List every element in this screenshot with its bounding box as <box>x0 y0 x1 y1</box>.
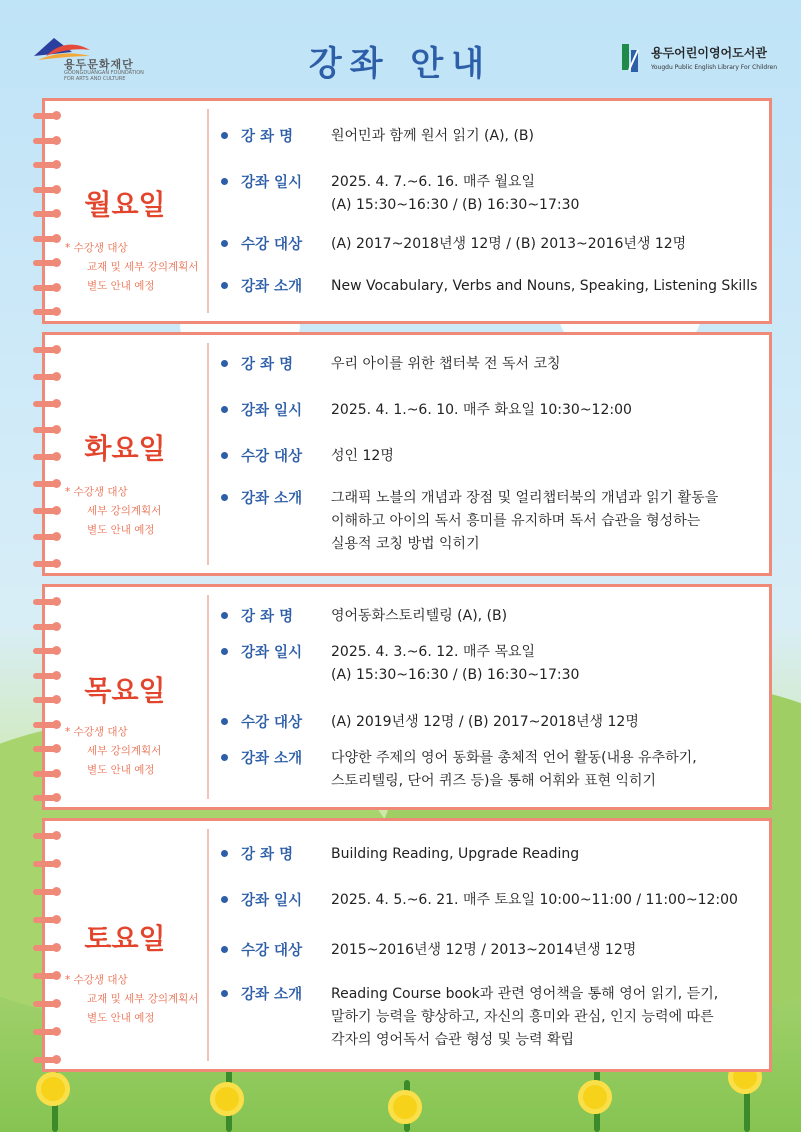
ring-icon <box>33 236 59 242</box>
ring-icon <box>33 889 59 895</box>
info-label: 수강 대상 <box>241 943 303 959</box>
day-label: 토요일 <box>84 922 166 955</box>
note-line: 별도 안내 예정 <box>87 524 155 536</box>
notebook-rings <box>33 101 63 321</box>
ring-icon <box>33 561 59 567</box>
info-value-line: New Vocabulary, Verbs and Nouns, Speaking, Listening Skills <box>331 278 758 294</box>
enrollment-note <box>65 483 215 540</box>
info-label: 강좌 일시 <box>241 893 303 909</box>
info-value-line: Building Reading, Upgrade Reading <box>331 846 580 862</box>
ring-icon <box>33 861 59 867</box>
note-line: 교재 및 세부 강의계획서 <box>87 993 199 1005</box>
info-value <box>331 939 751 962</box>
info-value-line: 2025. 4. 3.~6. 12. 매주 목요일 <box>331 644 536 660</box>
schedule-card <box>42 98 772 324</box>
ring-icon <box>33 746 59 752</box>
library-logo <box>621 40 778 80</box>
info-label: 수강 대상 <box>241 237 303 253</box>
flower-icon <box>388 1090 422 1124</box>
note-line: 교재 및 세부 강의계획서 <box>87 261 199 273</box>
bullet-icon <box>221 360 228 367</box>
info-label: 강 좌 명 <box>241 609 294 625</box>
ring-icon <box>33 1001 59 1007</box>
schedule-card <box>42 332 772 576</box>
info-value <box>331 233 751 256</box>
info-value-line: (A) 15:30~16:30 / (B) 16:30~17:30 <box>331 667 580 683</box>
note-line: 별도 안내 예정 <box>87 280 155 292</box>
bullet-icon <box>221 990 228 997</box>
ring-icon <box>33 973 59 979</box>
foundation-sub: GOONGDUANGAN FOUNDATION FOR ARTS AND CULTURE <box>64 70 144 82</box>
info-label: 수강 대상 <box>241 449 303 465</box>
page-title: 강좌 안내 <box>308 44 493 84</box>
info-value-line: (A) 2017~2018년생 12명 / (B) 2013~2016년생 12명 <box>331 236 687 252</box>
ring-icon <box>33 534 59 540</box>
bullet-icon <box>221 850 228 857</box>
bullet-icon <box>221 648 228 655</box>
info-value <box>331 487 751 556</box>
ring-icon <box>33 285 59 291</box>
ring-icon <box>33 599 59 605</box>
info-value <box>331 125 751 148</box>
foundation-name: 용두문화재단 <box>64 58 134 71</box>
info-label: 강 좌 명 <box>241 357 294 373</box>
info-value-line: 2025. 4. 7.~6. 16. 매주 월요일 <box>331 174 536 190</box>
ring-icon <box>33 673 59 679</box>
notebook-rings <box>33 821 63 1069</box>
info-label: 강좌 일시 <box>241 403 303 419</box>
info-label: 수강 대상 <box>241 715 303 731</box>
ring-icon <box>33 187 59 193</box>
info-value-line: 그래픽 노블의 개념과 장점 및 얼리챕터북의 개념과 읽기 활동을 <box>331 490 719 506</box>
ring-icon <box>33 697 59 703</box>
ring-icon <box>33 401 59 407</box>
ring-icon <box>33 1057 59 1063</box>
ring-icon <box>33 508 59 514</box>
info-value-line: 이해하고 아이의 독서 흥미를 유지하며 독서 습관을 형성하는 <box>331 513 701 529</box>
ring-icon <box>33 113 59 119</box>
info-value <box>331 171 751 217</box>
bullet-icon <box>221 946 228 953</box>
info-value-line: Reading Course book과 관련 영어책을 통해 영어 읽기, 듣기, <box>331 986 719 1002</box>
info-label: 강좌 소개 <box>241 491 303 507</box>
info-value-line: 각자의 영어독서 습관 형성 및 능력 확립 <box>331 1032 575 1048</box>
bullet-icon <box>221 494 228 501</box>
note-line: * 수강생 대상 <box>65 486 128 498</box>
ring-icon <box>33 427 59 433</box>
ring-icon <box>33 260 59 266</box>
info-value-line: 실용적 코칭 방법 익히기 <box>331 536 480 552</box>
info-label: 강좌 소개 <box>241 987 303 1003</box>
schedule-card <box>42 584 772 810</box>
bullet-icon <box>221 132 228 139</box>
info-label: 강 좌 명 <box>241 129 294 145</box>
flower-icon <box>36 1072 70 1106</box>
day-label: 화요일 <box>84 432 166 465</box>
info-value-line: 다양한 주제의 영어 동화를 총체적 언어 활동(내용 유추하기, <box>331 750 697 766</box>
ring-icon <box>33 454 59 460</box>
ring-icon <box>33 648 59 654</box>
info-value-line: 2015~2016년생 12명 / 2013~2014년생 12명 <box>331 942 637 958</box>
info-value-line: 2025. 4. 5.~6. 21. 매주 토요일 10:00~11:00 / 11:00~12:00 <box>331 892 738 908</box>
info-value <box>331 353 751 376</box>
info-value-line: 원어민과 함께 원서 읽기 (A), (B) <box>331 128 534 144</box>
ring-icon <box>33 833 59 839</box>
info-value <box>331 605 751 628</box>
ring-icon <box>33 138 59 144</box>
info-value-line: (A) 15:30~16:30 / (B) 16:30~17:30 <box>331 197 580 213</box>
info-value-line: 우리 아이를 위한 챕터북 전 독서 코칭 <box>331 356 561 372</box>
info-value-line: 영어동화스토리텔링 (A), (B) <box>331 608 508 624</box>
library-sub: Yougdu Public English Library For Children <box>651 64 778 71</box>
ring-icon <box>33 722 59 728</box>
info-value <box>331 275 758 298</box>
ring-icon <box>33 481 59 487</box>
info-value <box>331 983 751 1052</box>
day-label: 월요일 <box>84 188 166 221</box>
enrollment-note <box>65 239 215 296</box>
ring-icon <box>33 211 59 217</box>
ring-icon <box>33 624 59 630</box>
enrollment-note <box>65 723 215 780</box>
ring-icon <box>33 945 59 951</box>
info-label: 강좌 소개 <box>241 751 303 767</box>
bullet-icon <box>221 178 228 185</box>
bullet-icon <box>221 754 228 761</box>
bullet-icon <box>221 240 228 247</box>
bullet-icon <box>221 406 228 413</box>
ring-icon <box>33 162 59 168</box>
info-value <box>331 445 751 468</box>
ring-icon <box>33 1029 59 1035</box>
notebook-rings <box>33 335 63 573</box>
info-value-line: (A) 2019년생 12명 / (B) 2017~2018년생 12명 <box>331 714 639 730</box>
note-line: 세부 강의계획서 <box>87 745 162 757</box>
info-value <box>331 641 751 687</box>
ring-icon <box>33 917 59 923</box>
info-value <box>331 711 751 734</box>
bullet-icon <box>221 452 228 459</box>
notebook-rings <box>33 587 63 807</box>
note-line: 세부 강의계획서 <box>87 505 162 517</box>
schedule-card <box>42 818 772 1072</box>
bullet-icon <box>221 612 228 619</box>
info-value-line: 스토리텔링, 단어 퀴즈 등)을 통해 어휘와 표현 익히기 <box>331 773 657 789</box>
ring-icon <box>33 771 59 777</box>
note-line: 별도 안내 예정 <box>87 764 155 776</box>
info-label: 강좌 일시 <box>241 175 303 191</box>
info-label: 강 좌 명 <box>241 847 294 863</box>
info-value-line: 2025. 4. 1.~6. 10. 매주 화요일 10:30~12:00 <box>331 402 632 418</box>
ring-icon <box>33 795 59 801</box>
ring-icon <box>33 309 59 315</box>
bullet-icon <box>221 282 228 289</box>
info-value-line: 성인 12명 <box>331 448 394 464</box>
note-line: * 수강생 대상 <box>65 726 128 738</box>
ring-icon <box>33 374 59 380</box>
note-line: 별도 안내 예정 <box>87 1012 155 1024</box>
bullet-icon <box>221 896 228 903</box>
ring-icon <box>33 347 59 353</box>
info-value <box>331 747 751 793</box>
info-value <box>331 889 751 912</box>
flower-icon <box>210 1082 244 1116</box>
enrollment-note <box>65 971 215 1028</box>
info-value <box>331 843 751 866</box>
note-line: * 수강생 대상 <box>65 974 128 986</box>
library-name: 용두어린이영어도서관 <box>651 46 767 60</box>
library-logo-icon <box>621 42 645 74</box>
info-value-line: 말하기 능력을 향상하고, 자신의 흥미와 관심, 인지 능력에 따른 <box>331 1009 714 1025</box>
flower-icon <box>578 1080 612 1114</box>
day-label: 목요일 <box>84 674 166 707</box>
info-label: 강좌 소개 <box>241 279 303 295</box>
bullet-icon <box>221 718 228 725</box>
info-label: 강좌 일시 <box>241 645 303 661</box>
note-line: * 수강생 대상 <box>65 242 128 254</box>
info-value <box>331 399 751 422</box>
